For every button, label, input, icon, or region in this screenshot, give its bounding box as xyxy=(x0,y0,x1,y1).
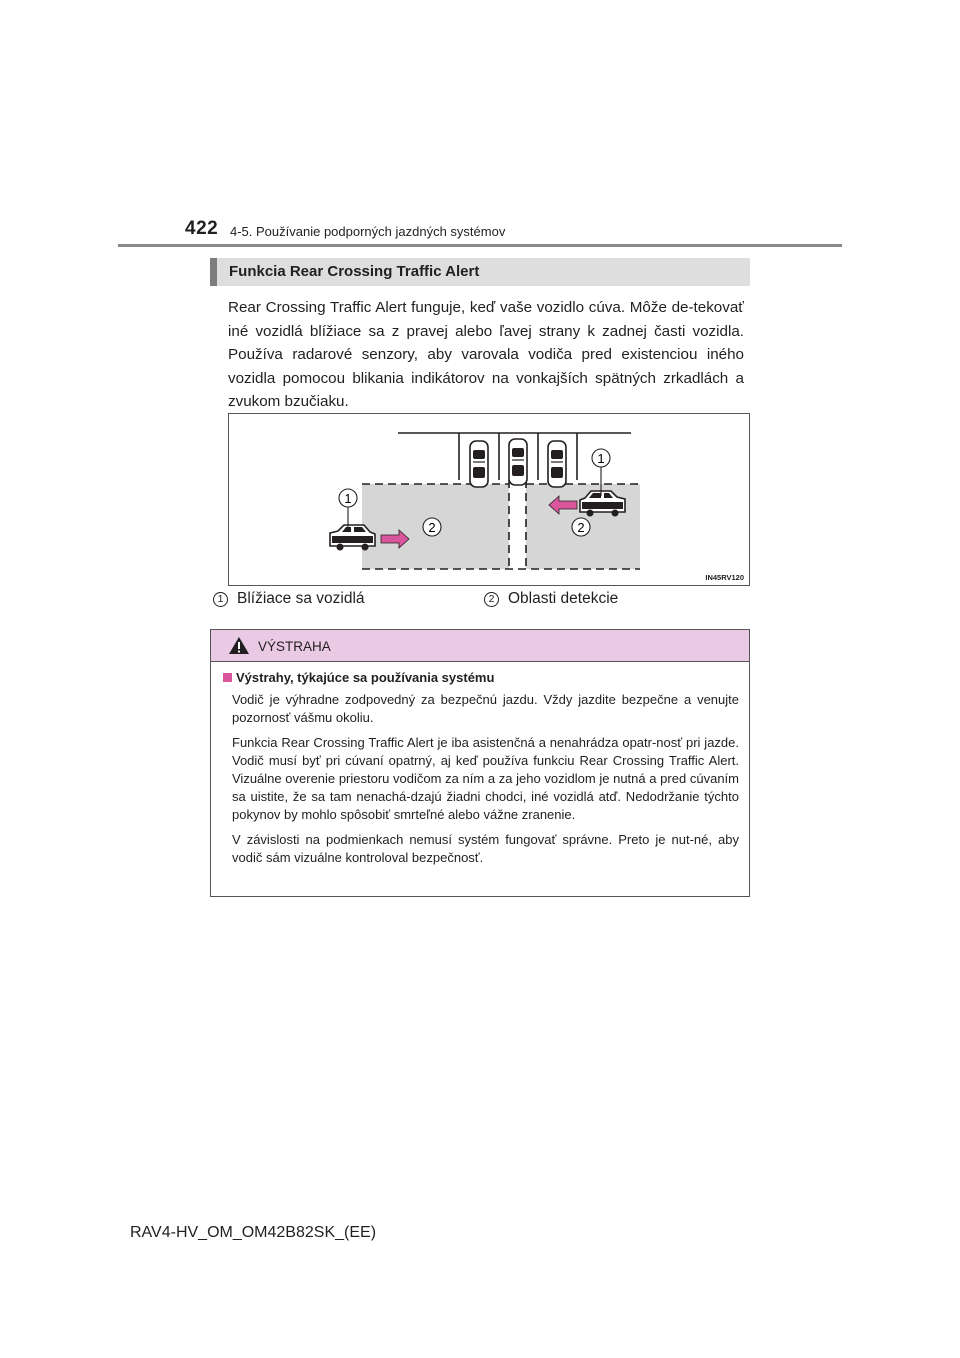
section-heading: Funkcia Rear Crossing Traffic Alert xyxy=(210,258,750,286)
callout-1-right xyxy=(592,449,610,467)
svg-text:1: 1 xyxy=(597,451,605,466)
approaching-vehicle-left-icon xyxy=(330,525,375,551)
warning-header xyxy=(211,630,749,662)
svg-text:2: 2 xyxy=(577,520,585,535)
rcta-illustration xyxy=(228,413,750,586)
body-paragraph: Rear Crossing Traffic Alert funguje, keď vaše vozidlo cúva. Môže de-tekovať iné vozidlá blížiace sa z pravej alebo ľavej strany k zadnej časti vozidla. Používa radarové senzory, aby varovala vodiča pred existenciou iného vozidla pomocou blikania indikátorov na vonkajších spätných zrkadlách a zvukom bzučiaku. xyxy=(228,299,744,410)
warning-content xyxy=(211,662,749,867)
warning-paragraph: Vodič je výhradne zodpovedný za bezpečnú jazdu. Vždy jazdite bezpečne a venujte pozornosť vášmu okoliu. xyxy=(232,692,739,725)
svg-text:2: 2 xyxy=(428,520,436,535)
legend-item-detection-areas xyxy=(484,590,618,608)
warning-title: VÝSTRAHA xyxy=(258,638,331,654)
legend-label: Blížiace sa vozidlá xyxy=(237,590,365,607)
legend-number: 1 xyxy=(213,592,228,607)
page-number: 422 xyxy=(185,218,219,239)
document-code: RAV4-HV_OM_OM42B82SK_(EE) xyxy=(130,1224,377,1241)
figure-code: IN45RV120 xyxy=(705,573,744,582)
chapter-title: 4-5. Používanie podporných jazdných systémov xyxy=(230,224,506,239)
warning-subheading-text: Výstrahy, týkajúce sa používania systému xyxy=(236,670,495,685)
callout-1-left xyxy=(339,489,357,507)
square-bullet-icon xyxy=(223,673,232,682)
header-divider xyxy=(118,244,842,247)
parked-car-icon xyxy=(470,441,488,487)
own-vehicle-icon xyxy=(509,439,527,485)
legend-label: Oblasti detekcie xyxy=(508,590,619,607)
parking-diagram xyxy=(229,414,749,585)
warning-paragraph: Funkcia Rear Crossing Traffic Alert je iba asistenčná a nenahrádza opatr-nosť pri jazde. Vodič musí byť pri cúvaní opatrný, aj keď používa funkciu Rear Crossing Traffic Alert. Vizuálne overenie priestoru vodičom za ním a za jeho vozidlom je nutná a pred cúvaním sa uistite, že sa tam nenachá-dzajú žiadni chodci, iné vozidlá atď. Nedodržanie týchto pokynov by mohlo spôsobiť smrteľné alebo vážne zranenie. xyxy=(232,735,739,822)
callout-2-left xyxy=(423,518,441,536)
warning-subheading xyxy=(223,670,739,685)
parked-car-icon xyxy=(548,441,566,487)
warning-paragraph: V závislosti na podmienkach nemusí systém fungovať správne. Preto je nut-né, aby vodič sám vizuálne kontroloval bezpečnosť. xyxy=(232,832,739,865)
svg-text:1: 1 xyxy=(344,491,352,506)
warning-box xyxy=(210,629,750,897)
legend-item-approaching-vehicles xyxy=(213,590,365,608)
warning-triangle-icon xyxy=(228,636,250,655)
legend-number: 2 xyxy=(484,592,499,607)
callout-2-right xyxy=(572,518,590,536)
